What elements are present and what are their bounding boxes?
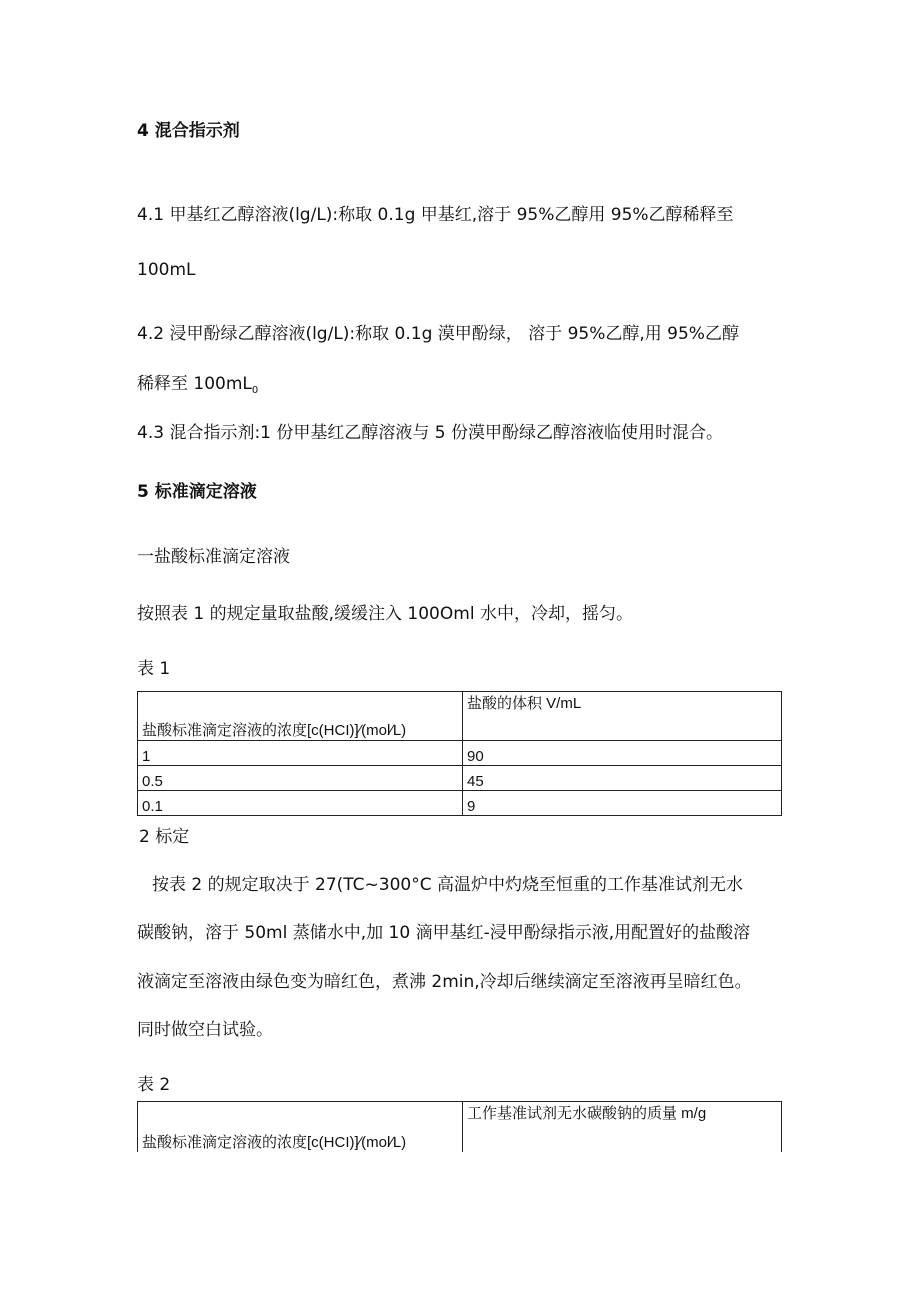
table-cell-volume: 9: [463, 791, 782, 816]
paragraph-4-3: 4.3 混合指示剂:1 份甲基红乙醇溶液与 5 份漠甲酚绿乙醇溶液临使用时混合。: [137, 423, 724, 443]
table-1-header-concentration: 盐酸标准滴定溶液的浓度[c(HCI)]∕(mol∕L): [138, 692, 463, 741]
subsection-5-1-text: 按照表 1 的规定量取盐酸,缓缓注入 100Oml 水中，冷却，摇匀。: [137, 604, 633, 624]
section-5-title: 标准滴定溶液: [154, 482, 257, 502]
table-2-header-concentration: 盐酸标准滴定溶液的浓度[c(HCI)]∕(mol∕L): [138, 1102, 463, 1153]
table-cell-concentration: 1: [138, 741, 463, 766]
table-1-caption: 表 1: [137, 659, 171, 679]
subsection-5-2-line-4: 同时做空白试验。: [137, 1020, 273, 1040]
table-1: [137, 691, 782, 816]
table-cell-concentration: 0.5: [138, 766, 463, 791]
paragraph-4-1-line-2: 100mL: [137, 260, 196, 280]
table-cell-concentration: 0.1: [138, 791, 463, 816]
paragraph-4-2-subscript: 0: [251, 385, 259, 396]
table-row: [138, 791, 782, 816]
table-row: [138, 766, 782, 791]
subsection-5-1-title: 一盐酸标准滴定溶液: [137, 547, 290, 567]
paragraph-4-2-line-2-text: 稀释至 100mL: [137, 374, 252, 394]
table-cell-volume: 45: [463, 766, 782, 791]
paragraph-4-2-line-2: [137, 372, 258, 403]
table-2-caption: 表 2: [137, 1075, 171, 1095]
table-cell-volume: 90: [463, 741, 782, 766]
section-4-title: 混合指示剂: [154, 121, 240, 141]
table-2-header-mass: 工作基准试剂无水碳酸钠的质量 m/g: [463, 1102, 782, 1153]
subsection-5-2-line-2: 碳酸钠，溶于 50ml 蒸储水中,加 10 滴甲基红-浸甲酚绿指示液,用配置好的盐酸溶: [137, 923, 751, 943]
table-1-header-row: [138, 692, 782, 741]
subsection-5-2-line-3: 液滴定至溶液由绿色变为暗红色，煮沸 2min,冷却后继续滴定至溶液再呈暗红色。: [137, 972, 752, 992]
section-5-number: 5: [137, 482, 149, 502]
table-2-header-row: [138, 1102, 782, 1153]
section-4-number: 4: [137, 121, 149, 141]
paragraph-4-1-line-1: 4.1 甲基红乙醇溶液(lg∕L):称取 0.1g 甲基红,溶于 95%乙醇用 95%乙醇稀释至: [137, 205, 734, 225]
table-1-header-volume: 盐酸的体积 V/mL: [463, 692, 782, 741]
table-2: [137, 1101, 782, 1152]
table-row: [138, 741, 782, 766]
paragraph-4-2-line-1: 4.2 浸甲酚绿乙醇溶液(lg∕L):称取 0.1g 漠甲酚绿， 溶于 95%乙醇,用 95%乙醇: [137, 324, 739, 344]
subsection-5-2-line-1: 按表 2 的规定取决于 27(TC~300°C 高温炉中灼烧至恒重的工作基准试剂无水: [152, 875, 744, 895]
section-5-heading: [137, 480, 257, 504]
subsection-5-2-title: 2 标定: [139, 827, 190, 847]
section-4-heading: [137, 119, 240, 143]
